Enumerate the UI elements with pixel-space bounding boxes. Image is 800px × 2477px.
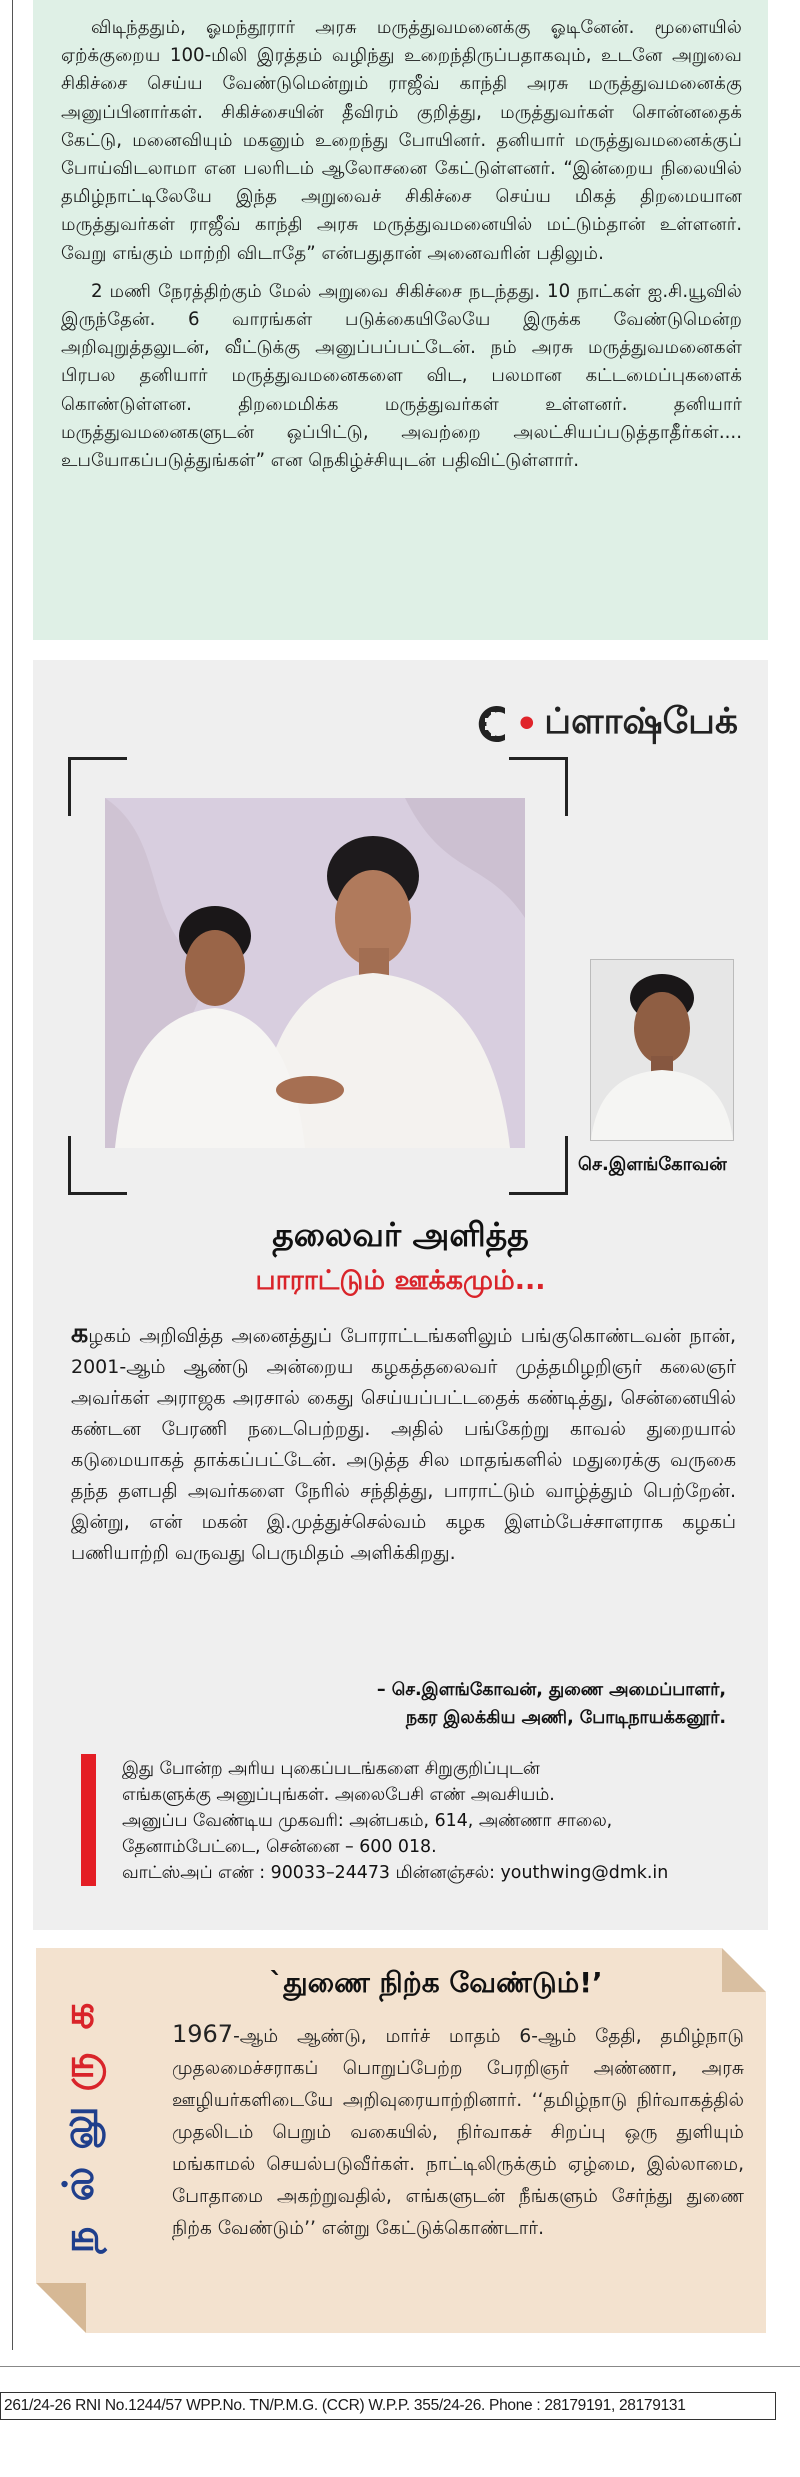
quote-box-side-title [54, 1988, 102, 2298]
side-title-letter: ந [52, 2226, 102, 2254]
story-paragraph-1: விடிந்ததும், ஓமந்தூரார் அரசு மருத்துவமனைக்கு ஓடினேன். மூளையில் ஏற்க்குறைய 100-மிலி இரத்தம் வழிந்து உறைந்திருப்பதாகவும், உடனே அறுவை சிகிச்சை செய்ய வேண்டுமென்றும் ராஜீவ் காந்தி அரசு மருத்துவமனைக்கு அனுப்பினார்கள். சிகிச்சையின் தீவிரம் குறித்து, மருத்துவர்கள் சொன்னதைக் கேட்டு, மனைவியும் மகனும் உறைந்து போயினர். தனியார் மருத்துவமனைக்குப் போய்விடலாமா என பலரிடம் ஆலோசனை கேட்டுள்ளனர். “இன்றைய நிலையில் தமிழ்நாட்டிலேயே இந்த அறுவைச் சிகிச்சை செய்ய மிகத் திறமையான மருத்துவர்கள் ராஜீவ் காந்தி அரசு மருத்துவமனையில் மட்டும்தான் உள்ளனர். வேறு எங்கும் மாற்றி விடாதே” என்பதுதான் அனைவரின் பதிலும். [61, 17, 742, 264]
bottom-rule [0, 2366, 800, 2367]
quote-heading: `துணை நிற்க வேண்டும்!’ [269, 1966, 603, 1999]
flashback-logo-text: ப்ளாஷ்பேக் [544, 701, 738, 742]
flashback-title: தலைவர் அளித்த [272, 1215, 529, 1254]
portrait-photo [591, 960, 733, 1140]
submission-notice [81, 1754, 721, 1886]
quote-box [36, 1948, 766, 2333]
archival-photo [105, 798, 525, 1148]
notice-line: வாட்ஸ்அப் எண் : 90033–24473 மின்னஞ்சல்: youthwing@dmk.in [122, 1863, 669, 1883]
logo-dot: • [515, 703, 539, 745]
notice-line: தேனாம்பேட்டை, சென்னை – 600 018. [122, 1837, 437, 1857]
left-column-rule [12, 0, 13, 2350]
story-paragraph-2: 2 மணி நேரத்திற்கும் மேல் அறுவை சிகிச்சை நடந்தது. 10 நாட்கள் ஐ.சி.யூவில் இருந்தேன். 6 வாரங்கள் படுக்கையிலேயே இருக்க வேண்டுமென்ற அறிவுறுத்தலுடன், வீட்டுக்கு அனுப்பப்பட்டேன். நம் அரசு மருத்துவமனைகள் பிரபல தனியார் மருத்துவமனைகளை விட, பலமான கட்டமைப்புகளைக் கொண்டுள்ளன. திறமைமிக்க மருத்துவர்கள் உள்ளனர். தனியார் மருத்துவமனைகளுடன் ஒப்பிட்டு, அவற்றை அலட்சியப்படுத்தாதீர்கள்.... உபயோகப்படுத்துங்கள்” என நெகிழ்ச்சியுடன் பதிவிட்டுள்ளார். [61, 280, 742, 472]
flashback-logo [475, 698, 738, 750]
side-title-text [52, 1988, 102, 2268]
flashback-section [33, 660, 768, 1930]
dropcap: க [71, 1318, 89, 1349]
signature-line-1: – செ.இளங்கோவன், துணை அமைப்பாளர், [376, 1680, 726, 1700]
side-title-letter: க [53, 2002, 102, 2030]
quote-body [172, 2018, 744, 2245]
notice-line: எங்களுக்கு அனுப்புங்கள். அலைபேசி எண் அவசியம். [122, 1785, 555, 1805]
signature-line-2: நகர இலக்கிய அணி, போடிநாயக்கனூர். [405, 1708, 726, 1728]
flashback-body-text: ழகம் அறிவித்த அனைத்துப் போராட்டங்களிலும் பங்குகொண்டவன் நான், 2001-ஆம் ஆண்டு அன்றைய கழகத்தலைவர் முத்தமிழறிஞர் கலைஞர் அவர்கள் அராஜக அரசால் கைது செய்யப்பட்டதைக் கண்டித்து, சென்னையில் கண்டன பேரணி நடைபெற்றது. அதில் பங்கேற்று காவல் துறையால் கடுமையாகத் தாக்கப்பட்டேன். அடுத்த சில மாதங்களில் மதுரைக்கு வருகை தந்த தளபதி அவர்களை நேரில் சந்தித்து, பாராட்டும் வாழ்த்தும் பெற்றேன். இன்று, என் மகன் இ.முத்துச்செல்வம் கழக இளம்பேச்சாளராக கழகப் பணியாற்றி வருவது பெருமிதம் அளிக்கிறது. [71, 1325, 736, 1564]
flashback-subtitle: பாராட்டும் ஊக்கமும்... [255, 1265, 546, 1296]
quote-body-text: -ஆம் ஆண்டு, மார்ச் மாதம் 6-ஆம் தேதி, தமிழ்நாடு முதலமைச்சராகப் பொறுப்பேற்ற பேரறிஞர் அண்ணா, அரசு ஊழியர்களிடையே அறிவுரையாற்றினார். ‘‘தமிழ்நாடு நிர்வாகத்தில் முதலிடம் பெறும் வகையில், நிர்வாகச் சிறப்பு ஒரு துளியும் மங்காமல் செயல்படுவீர்கள். நாட்டிலிருக்கும் ஏழ்மை, இல்லாமை, போதாமை அகற்றுவதில், எங்களுடன் நீங்களும் சேர்ந்து துணை நிற்க வேண்டும்’’ என்று கேட்டுக்கொண்டார். [172, 2026, 744, 2239]
quote-year: 1967 [172, 2020, 234, 2048]
notice-line: அனுப்ப வேண்டிய முகவரி: அன்பகம், 614, அண்ணா சாலை, [122, 1811, 613, 1831]
registration-footer: 261/24-26 RNI No.1244/57 WPP.No. TN/P.M.G. (CCR) W.P.P. 355/24-26. Phone : 28179191, 28179131 [0, 2392, 776, 2420]
flashback-body [71, 1318, 736, 1569]
side-title-letter: லு [53, 2106, 102, 2150]
side-title-letter: ரு [53, 2052, 102, 2092]
side-title-letter: ல் [53, 2166, 102, 2202]
portrait-caption: செ.இளங்கோவன் [578, 1154, 727, 1175]
film-reel-icon [475, 704, 509, 744]
story-box [33, 0, 768, 640]
notice-line: இது போன்ற அரிய புகைப்படங்களை சிறுகுறிப்புடன் [122, 1759, 540, 1779]
